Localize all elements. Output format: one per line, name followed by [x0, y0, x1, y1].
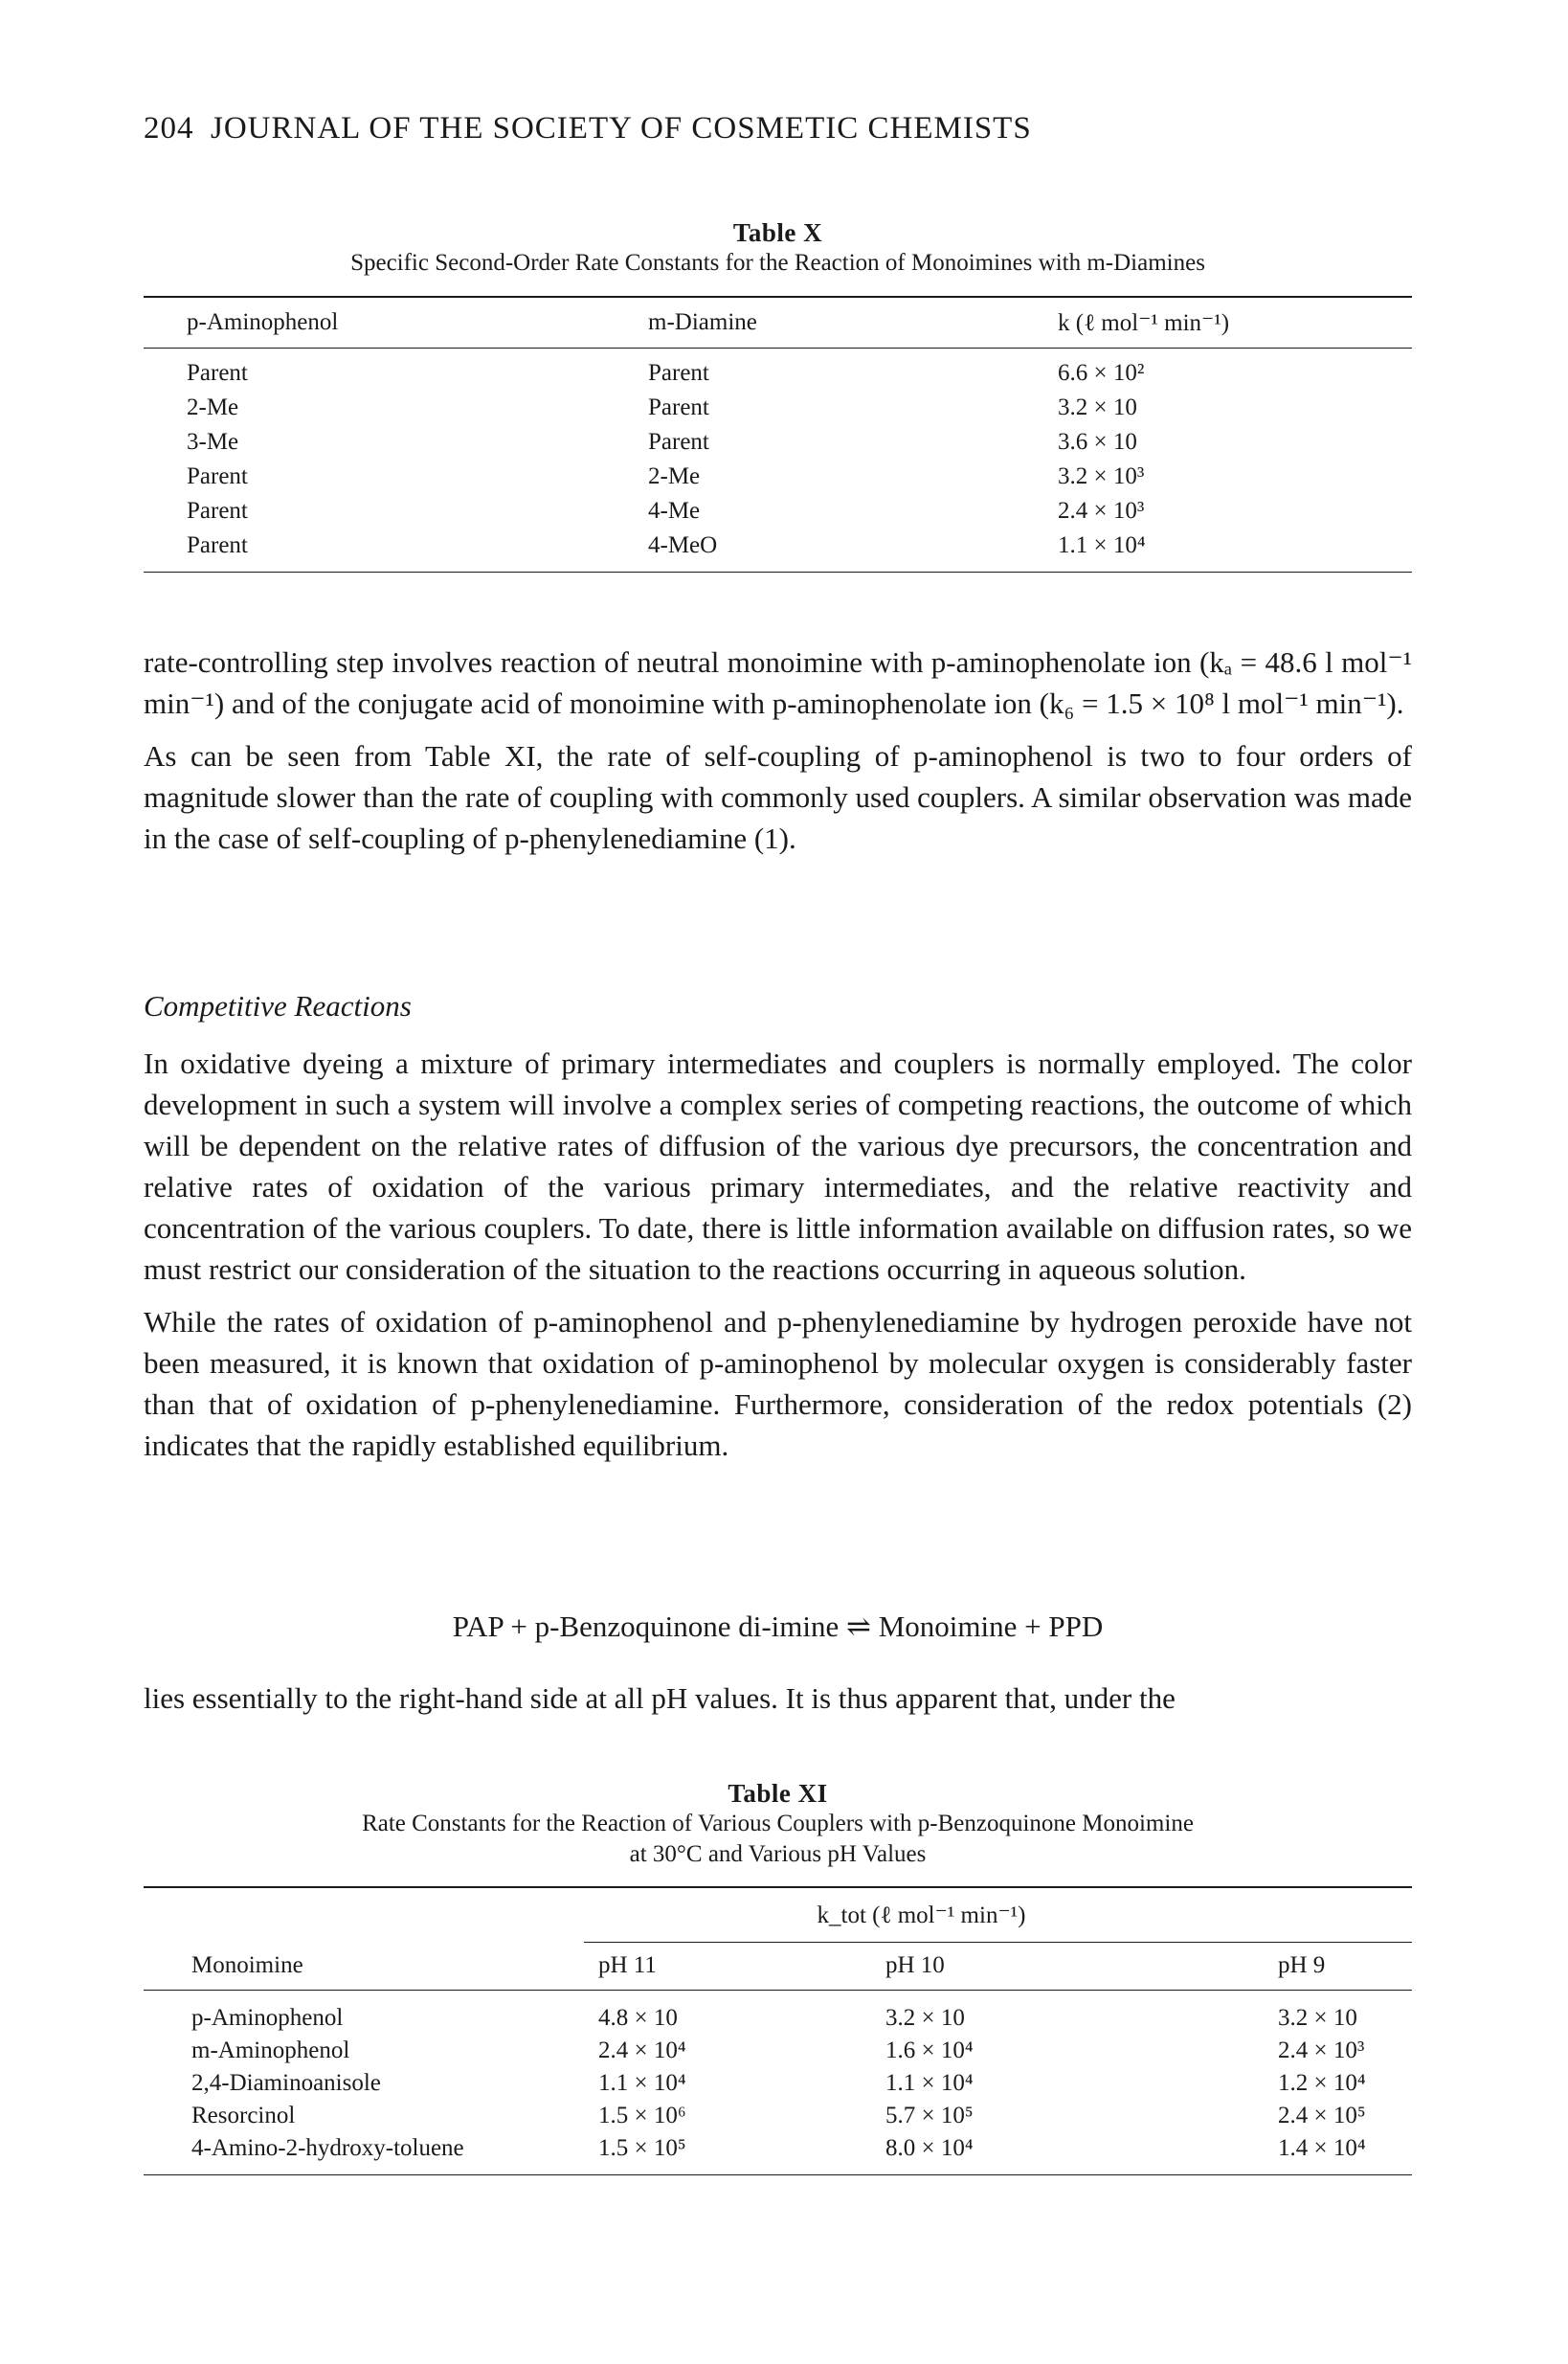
- running-head: [144, 111, 1412, 146]
- table-cell: 1.5 × 10⁶: [598, 2103, 686, 2128]
- table-cell: 1.5 × 10⁵: [598, 2135, 686, 2161]
- page-number: 204: [144, 111, 194, 146]
- table-cell: Parent: [187, 359, 248, 386]
- table-cell: 2.4 × 10³: [1058, 497, 1145, 524]
- table-cell: 2-Me: [648, 462, 701, 489]
- equation: PAP + p-Benzoquinone di-imine ⇌ Monoimine + PPD: [452, 1610, 1104, 1643]
- table-cell: 1.2 × 10⁴: [1278, 2070, 1366, 2096]
- table-x-col-header: m-Diamine: [648, 308, 757, 335]
- body-lower: [144, 1677, 1412, 1719]
- journal-title: JOURNAL OF THE SOCIETY OF COSMETIC CHEMISTS: [211, 111, 1032, 146]
- table-cell: 2.4 × 10⁵: [1278, 2103, 1366, 2128]
- table-xi-description: Rate Constants for the Reaction of Various Couplers with p-Benzoquinone Monoimine: [362, 1811, 1194, 1836]
- table-xi-col-header: pH 10: [885, 1952, 945, 1979]
- table-cell: 4-Me: [648, 497, 701, 524]
- table-xi: [144, 1886, 1412, 2175]
- table-row: [144, 460, 1412, 494]
- table-cell: p-Aminophenol: [191, 2005, 344, 2031]
- table-x-col-header: k (ℓ mol⁻¹ min⁻¹): [1058, 309, 1230, 336]
- table-cell: 6.6 × 10²: [1058, 359, 1145, 386]
- table-cell: 1.6 × 10⁴: [885, 2038, 974, 2063]
- table-xi-row-header: Monoimine: [191, 1952, 303, 1979]
- table-row: [144, 529, 1412, 563]
- table-cell: 5.7 × 10⁵: [885, 2103, 974, 2128]
- table-xi-col-header: pH 11: [598, 1952, 657, 1979]
- table-xi-description: at 30°C and Various pH Values: [629, 1841, 927, 1867]
- table-xi-caption: [144, 1779, 1412, 1870]
- table-cell: 3.2 × 10³: [1058, 462, 1145, 489]
- table-cell: 3.2 × 10: [1278, 2005, 1357, 2031]
- table-x-caption: [144, 218, 1412, 279]
- table-cell: 2,4-Diaminoanisole: [191, 2070, 381, 2096]
- table-row: [144, 2100, 1412, 2132]
- paragraph: lies essentially to the right-hand side at all pH values. It is thus apparent that, under the: [144, 1681, 1176, 1715]
- table-x-description: Specific Second-Order Rate Constants for the Reaction of Monoimines with m-Diamines: [350, 250, 1205, 276]
- table-row: [144, 425, 1412, 460]
- body-middle: [144, 1043, 1412, 1466]
- table-cell: 1.1 × 10⁴: [598, 2070, 686, 2096]
- table-xi-body: [144, 2002, 1412, 2174]
- table-cell: 3-Me: [187, 428, 239, 455]
- table-cell: m-Aminophenol: [191, 2038, 350, 2063]
- table-row: [144, 2067, 1412, 2100]
- table-row: [144, 2132, 1412, 2165]
- table-row: [144, 356, 1412, 391]
- table-row: [144, 2002, 1412, 2035]
- paragraph: In oxidative dyeing a mixture of primary intermediates and couplers is normally employed. The color development in such a system will involve a complex series of competing reactions, the outcome of which will be dependent on the relative rates of diffusion of the various dye precursors, the concentration and relative rates of oxidation of the various primary intermediates, and the relative reactivity and concentration of the various couplers. To date, there is little information available on diffusion rates, so we must restrict our consideration of the situation to the reactions occurring in aqueous solution.: [144, 1047, 1412, 1286]
- table-cell: Resorcinol: [191, 2103, 296, 2128]
- table-cell: Parent: [648, 428, 709, 455]
- table-xi-label: Table XI: [728, 1779, 828, 1808]
- table-x-label: Table X: [732, 218, 823, 247]
- table-cell: 3.2 × 10: [1058, 394, 1137, 420]
- table-row: [144, 494, 1412, 529]
- paragraph: As can be seen from Table XI, the rate of self-coupling of p-aminophenol is two to four orders of magnitude slower than the rate of coupling with commonly used couplers. A similar observation was made in the case of self-coupling of p-phenylenediamine (1).: [144, 739, 1412, 855]
- table-x: [144, 296, 1412, 573]
- table-cell: 8.0 × 10⁴: [885, 2135, 974, 2161]
- table-cell: 1.1 × 10⁴: [1058, 531, 1146, 558]
- table-cell: 1.1 × 10⁴: [885, 2070, 974, 2096]
- table-cell: 4.8 × 10: [598, 2005, 678, 2031]
- table-xi-col-header: pH 9: [1278, 1952, 1326, 1979]
- table-cell: 3.6 × 10: [1058, 428, 1137, 455]
- paragraph: While the rates of oxidation of p-aminophenol and p-phenylenediamine by hydrogen peroxide have not been measured, it is known that oxidation of p-aminophenol by molecular oxygen is considerably faster than that of oxidation of p-phenylenediamine. Furthermore, consideration of the redox potentials (2) indicates that the rapidly established equilibrium.: [144, 1305, 1412, 1462]
- table-cell: Parent: [187, 497, 248, 524]
- table-cell: 2-Me: [187, 394, 239, 420]
- table-row: [144, 2035, 1412, 2067]
- body-upper: [144, 642, 1412, 859]
- table-x-body: [144, 356, 1412, 573]
- table-cell: 1.4 × 10⁴: [1278, 2135, 1366, 2161]
- table-cell: Parent: [648, 359, 709, 386]
- table-row: [144, 391, 1412, 425]
- table-x-col-header: p-Aminophenol: [187, 308, 339, 335]
- paragraph: rate-controlling step involves reaction of neutral monoimine with p-aminophenolate ion (kₐ = 48.6 l mol⁻¹ min⁻¹) and of the conjugate acid of monoimine with p-aminophenolate ion (k₆ = 1.5 × 10⁸ l mol⁻¹ min⁻¹).: [144, 645, 1412, 720]
- table-cell: Parent: [187, 531, 248, 558]
- table-cell: 4-MeO: [648, 531, 718, 558]
- table-cell: Parent: [648, 394, 709, 420]
- section-heading: Competitive Reactions: [144, 989, 412, 1023]
- table-cell: 2.4 × 10³: [1278, 2038, 1365, 2063]
- table-cell: Parent: [187, 462, 248, 489]
- table-xi-group-header: k_tot (ℓ mol⁻¹ min⁻¹): [817, 1902, 1026, 1928]
- table-cell: 2.4 × 10⁴: [598, 2038, 686, 2063]
- table-cell: 4-Amino-2-hydroxy-toluene: [191, 2135, 464, 2161]
- table-cell: 3.2 × 10: [885, 2005, 965, 2031]
